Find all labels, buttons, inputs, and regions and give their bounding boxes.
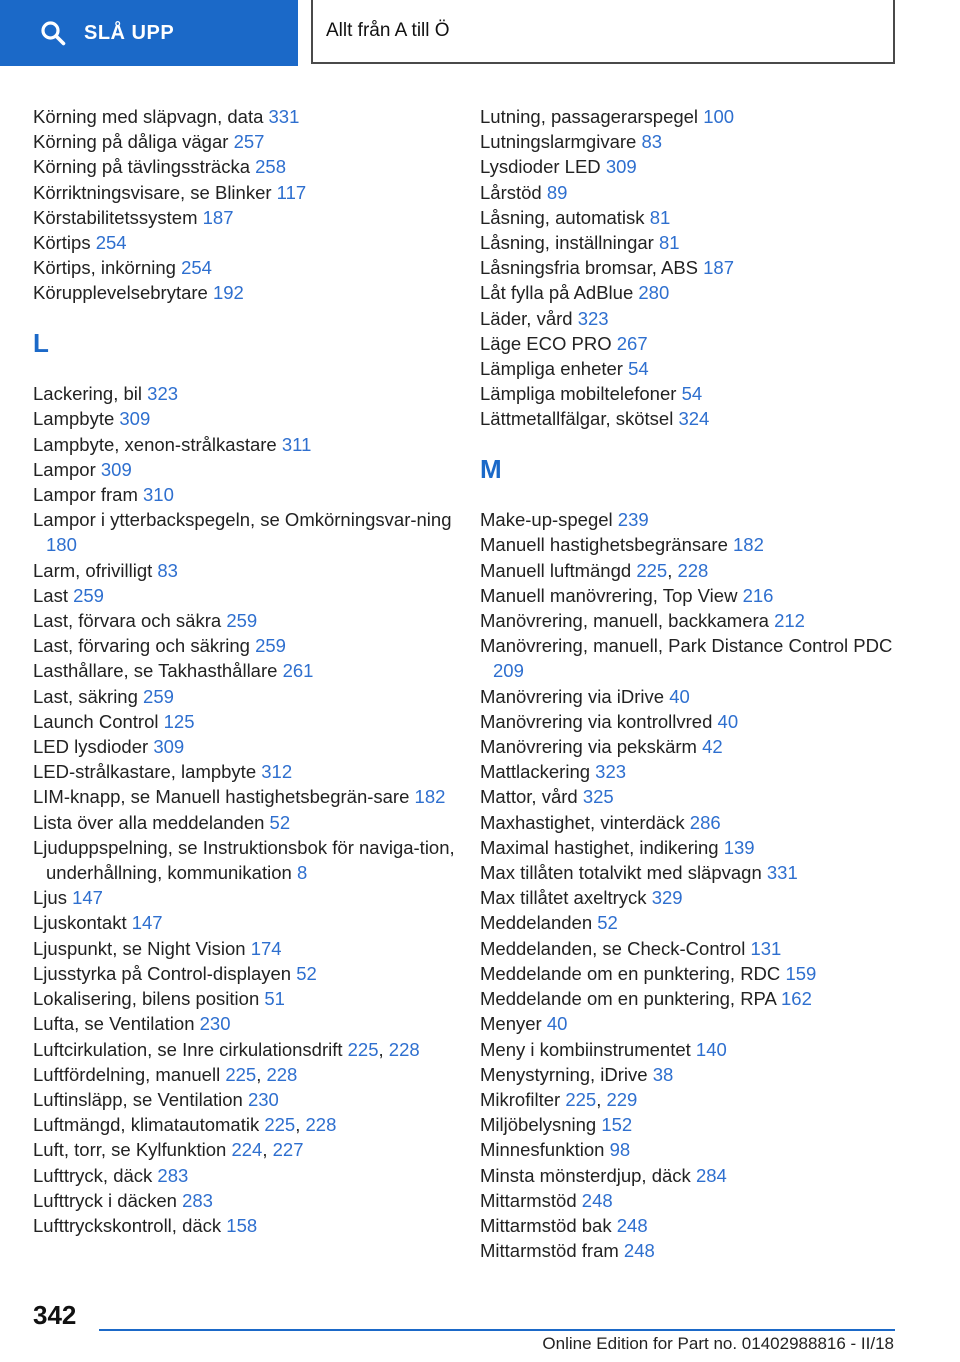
index-entry-text: Körriktningsvisare, se Blinker [33, 181, 272, 203]
page-link[interactable]: 257 [233, 131, 265, 153]
section-letter: M [480, 453, 502, 484]
index-entry [33, 230, 463, 255]
index-entry [33, 255, 463, 280]
index-entry [480, 331, 900, 356]
page-link[interactable]: 323 [577, 307, 609, 329]
index-entry-text: Ljuskontakt [33, 912, 127, 934]
index-entry-text: Lasthållare, se Takhasthållare [33, 660, 278, 682]
index-entry [33, 734, 463, 759]
index-entry-text: Last, säkring [33, 685, 138, 707]
index-entry [480, 1163, 900, 1188]
index-entry: Luftcirkulation, se Inre cirkulationsdrift 225, 228 [33, 1038, 420, 1060]
index-entry [480, 205, 900, 230]
page-link[interactable]: 209 [493, 660, 524, 682]
index-entry-text: Körning med släpvagn, data [33, 106, 264, 127]
index-entry [480, 583, 900, 608]
index-entry-text: Maxhastighet, vinterdäck [480, 811, 685, 833]
index-entry [480, 1238, 900, 1263]
page-link[interactable]: 323 [147, 383, 179, 405]
index-entry [480, 633, 900, 683]
index-entry-text: Körtips, inkörning [33, 257, 176, 279]
index-entry-text: Låsning, automatisk [480, 206, 645, 228]
index-entry-text: Lampor [33, 458, 96, 480]
page-link[interactable]: 182 [733, 534, 764, 556]
page-link[interactable]: 140 [695, 1038, 727, 1060]
index-entry [33, 1188, 463, 1213]
index-entry [33, 482, 463, 507]
index-entry-text: Manövrering via kontrollvred [480, 710, 713, 732]
page-link[interactable]: 40 [546, 1013, 568, 1035]
index-entry-text: Luft, torr, se Kylfunktion [33, 1139, 227, 1161]
index-entry-text: Manuell manövrering, Top View [480, 584, 738, 606]
index-entry [33, 633, 463, 658]
page-link[interactable]: 83 [157, 559, 178, 581]
index-entry [33, 658, 463, 683]
page-link[interactable]: 224 [231, 1139, 263, 1161]
index-entry-text: Lackering, bil [33, 383, 143, 405]
page-link[interactable]: 227 [272, 1139, 304, 1161]
index-entry [33, 961, 463, 986]
page-link[interactable]: 212 [774, 610, 805, 632]
index-entry-text: Lämpliga mobiltelefoner [480, 383, 677, 405]
index-entry [33, 1163, 463, 1188]
index-entry-text: Låsning, inställningar [480, 232, 654, 254]
page-link[interactable]: 248 [623, 1240, 655, 1262]
page-link[interactable]: 258 [255, 156, 286, 178]
index-entry-text: Manövrering via iDrive [480, 685, 665, 707]
index-entry-text: Last, förvara och säkra [33, 610, 222, 632]
index-entry-text: Lufttryckskontroll, däck [33, 1214, 222, 1236]
page-link[interactable]: 125 [163, 710, 195, 732]
index-entry [480, 759, 900, 784]
page-link[interactable]: 187 [202, 206, 234, 228]
index-entry [480, 810, 900, 835]
index-column-left [33, 104, 463, 1238]
index-entry [480, 608, 900, 633]
page-link[interactable]: 267 [616, 332, 648, 354]
page-link[interactable]: 248 [581, 1189, 613, 1211]
index-entry-text: LIM-knapp, se Manuell hastighetsbegrän-sare [33, 786, 410, 808]
page-link[interactable]: 259 [226, 610, 258, 632]
index-entry [480, 709, 900, 734]
index-entry-text: Körupplevelsebrytare [33, 282, 208, 304]
index-entry-text: Last, förvaring och säkring [33, 635, 250, 657]
index-entry [480, 507, 900, 532]
index-entry-text: Låsningsfria bromsar, ABS [480, 257, 698, 279]
breadcrumb[interactable] [311, 0, 895, 64]
index-entry-text: Ljuspunkt, se Night Vision [33, 937, 246, 959]
index-entry-text: Ljus [33, 887, 67, 909]
page-link[interactable]: 187 [703, 257, 735, 279]
index-entry-text: Manövrering, manuell, Park Distance Control PDC [480, 635, 893, 657]
index-entry [33, 507, 463, 557]
index-entry [480, 1011, 900, 1036]
page-link[interactable]: 230 [199, 1013, 231, 1035]
index-entry-text: Lämpliga enheter [480, 358, 623, 380]
page-link[interactable]: 159 [785, 962, 817, 984]
page-link[interactable]: 174 [250, 937, 282, 959]
page-link[interactable]: 228 [677, 559, 709, 581]
page-link[interactable]: 286 [689, 811, 721, 833]
index-entry-text: Luftmängd, klimatautomatik [33, 1114, 260, 1136]
index-entry-text: Lampbyte, xenon-strålkastare [33, 433, 277, 455]
index-entry-text: Last [33, 584, 68, 606]
index-entry [33, 835, 463, 885]
page-link[interactable]: 312 [261, 761, 293, 783]
page-link[interactable]: 40 [717, 710, 739, 732]
index-entry [480, 1137, 900, 1162]
page-link[interactable]: 283 [182, 1189, 213, 1211]
page-link[interactable]: 89 [546, 181, 568, 203]
index-entry-text: Mittarmstöd fram [480, 1240, 619, 1262]
index-entry: Luftmängd, klimatautomatik 225, 228 [33, 1114, 337, 1136]
index-entry-text: Max tillåten totalvikt med släpvagn [480, 862, 762, 884]
index-entry [33, 154, 463, 179]
page-link[interactable]: 139 [723, 836, 755, 858]
index-entry-text: Lampor i ytterbackspegeln, se Omkörningsvar-ning [33, 509, 452, 531]
page-link[interactable]: 225 [225, 1063, 257, 1085]
index-entry-text: Lampbyte [33, 408, 115, 430]
index-entry [480, 381, 900, 406]
index-entry [480, 860, 900, 885]
index-entry-text: Körning på tävlingssträcka [33, 156, 250, 178]
page-number: 342 [33, 1300, 77, 1330]
index-entry [480, 784, 900, 809]
index-entry [480, 1037, 900, 1062]
index-entry [480, 885, 900, 910]
index-entry: Luftfördelning, manuell 225, 228 [33, 1063, 298, 1085]
index-entry-text: LED-strålkastare, lampbyte [33, 761, 257, 783]
index-entry-text: LED lysdioder [33, 736, 149, 758]
index-entry [480, 280, 900, 305]
page-link[interactable]: 331 [268, 106, 300, 127]
page-link[interactable]: 162 [781, 988, 812, 1010]
section-letter: L [33, 327, 49, 358]
index-entry: Manuell luftmängd 225, 228 [480, 559, 709, 581]
page-link[interactable]: 98 [609, 1139, 631, 1161]
page-link[interactable]: 259 [255, 635, 286, 657]
page-link[interactable]: 280 [638, 282, 670, 304]
index-entry [33, 583, 463, 608]
index-entry [33, 885, 463, 910]
index-entry [480, 734, 900, 759]
index-entry-text: Lufttryck, däck [33, 1164, 153, 1186]
index-entry [33, 936, 463, 961]
index-entry [33, 608, 463, 633]
page-link[interactable]: 325 [582, 786, 614, 808]
index-entry: Luft, torr, se Kylfunktion 224, 227 [33, 1139, 304, 1161]
page-link[interactable]: 117 [276, 181, 307, 203]
page-link[interactable]: 283 [157, 1164, 189, 1186]
index-entry-text: Mittarmstöd bak [480, 1214, 612, 1236]
index-entry-text: Meddelande om en punktering, RPA [480, 988, 776, 1010]
index-entry [33, 1213, 463, 1238]
index-entry [33, 180, 463, 205]
index-entry-text: Låt fylla på AdBlue [480, 282, 634, 304]
footer-divider [99, 1329, 895, 1331]
page-link[interactable]: 259 [73, 584, 104, 606]
index-entry-text: Körtips [33, 232, 91, 254]
index-entry-text: Ljuduppspelning, se Instruktionsbok för naviga-tion, underhållning, kommunikation [33, 836, 455, 884]
index-entry-text: Larm, ofrivilligt [33, 559, 153, 581]
index-entry-text: Luftcirkulation, se Inre cirkulationsdrift [33, 1038, 343, 1060]
search-tab[interactable] [0, 0, 298, 66]
page-link[interactable]: 182 [414, 786, 446, 808]
index-entry-text: Max tillåtet axeltryck [480, 887, 647, 909]
page-link[interactable]: 152 [601, 1114, 633, 1136]
index-entry-text: Körning på dåliga vägar [33, 131, 229, 153]
index-entry [480, 306, 900, 331]
page-link[interactable]: 225 [347, 1038, 379, 1060]
index-entry-text: Lampor fram [33, 484, 138, 506]
page-link[interactable]: 324 [678, 408, 710, 430]
page-link[interactable]: 158 [226, 1214, 258, 1236]
index-entry [480, 180, 900, 205]
index-entry [480, 1112, 900, 1137]
page-link[interactable]: 310 [143, 484, 174, 506]
page-link[interactable]: 248 [616, 1214, 648, 1236]
page-link[interactable]: 225 [264, 1114, 296, 1136]
index-entry-text: Lysdioder LED [480, 156, 601, 178]
index-entry [33, 910, 463, 935]
index-entry [480, 356, 900, 381]
index-entry-text: Launch Control [33, 710, 159, 732]
page-link[interactable]: 83 [641, 131, 663, 153]
page-link[interactable]: 254 [181, 257, 212, 279]
page-link[interactable]: 228 [388, 1038, 420, 1060]
index-entry-text: Luftinsläpp, se Ventilation [33, 1088, 243, 1110]
index-entry [33, 457, 463, 482]
index-entry-text: Läge ECO PRO [480, 332, 612, 354]
index-entry [33, 381, 463, 406]
page-link[interactable]: 131 [750, 937, 782, 959]
index-entry-text: Lista över alla meddelanden [33, 811, 265, 833]
index-entry [480, 684, 900, 709]
index-entry [33, 684, 463, 709]
index-entry-text: Mattlackering [480, 761, 591, 783]
index-entry-text: Minsta mönsterdjup, däck [480, 1164, 691, 1186]
index-entry-text: Meddelanden [480, 912, 593, 934]
index-entry [480, 986, 900, 1011]
page-link[interactable]: 147 [72, 887, 103, 909]
index-entry [33, 406, 463, 431]
index-entry [480, 230, 900, 255]
index-entry-text: Minnesfunktion [480, 1139, 605, 1161]
index-entry [33, 432, 463, 457]
page-link[interactable]: 51 [264, 988, 285, 1010]
index-entry [480, 1213, 900, 1238]
index-column-right [480, 104, 900, 1263]
page-link[interactable]: 309 [605, 156, 637, 178]
index-entry-text: Manuell hastighetsbegränsare [480, 534, 728, 556]
page-link[interactable]: 284 [695, 1164, 727, 1186]
page-link[interactable]: 225 [565, 1088, 597, 1110]
page-link[interactable]: 323 [595, 761, 627, 783]
page-link[interactable]: 309 [100, 458, 132, 480]
index-entry [33, 129, 463, 154]
page-link[interactable]: 261 [282, 660, 314, 682]
index-entry-text: Meddelande om en punktering, RDC [480, 962, 781, 984]
index-entry [480, 154, 900, 179]
index-entry [33, 1087, 463, 1112]
page-link[interactable]: 42 [702, 736, 723, 758]
page-link[interactable]: 54 [628, 358, 649, 380]
search-tab-label: SLÅ UPP [84, 21, 175, 44]
index-entry [33, 1011, 463, 1036]
page-link[interactable]: 228 [266, 1063, 298, 1085]
page-link[interactable]: 100 [703, 106, 735, 127]
index-entry-text: Lokalisering, bilens position [33, 988, 260, 1010]
search-icon [40, 20, 66, 46]
index-entry-text: Lufta, se Ventilation [33, 1013, 195, 1035]
page-link[interactable]: 239 [617, 509, 649, 531]
index-entry-text: Manövrering, manuell, backkamera [480, 610, 769, 632]
index-entry: Mikrofilter 225, 229 [480, 1088, 638, 1110]
index-entry-text: Ljusstyrka på Control-displayen [33, 962, 292, 984]
page-link[interactable]: 192 [212, 282, 244, 304]
page-link[interactable]: 230 [247, 1088, 279, 1110]
index-entry [480, 936, 900, 961]
index-entry [33, 759, 463, 784]
index-entry-text: Mattor, vård [480, 786, 578, 808]
index-entry [33, 709, 463, 734]
page-link[interactable]: 38 [652, 1063, 674, 1085]
page-link[interactable]: 52 [296, 962, 317, 984]
index-entry-text: Manövrering via pekskärm [480, 736, 697, 758]
index-entry [480, 910, 900, 935]
page-link[interactable]: 216 [742, 584, 774, 606]
page-link[interactable]: 309 [153, 736, 185, 758]
index-entry-text: Lättmetallfälgar, skötsel [480, 408, 674, 430]
page-link[interactable]: 311 [281, 433, 312, 455]
index-entry [480, 1062, 900, 1087]
page-link[interactable]: 259 [143, 685, 174, 707]
page-link[interactable]: 40 [669, 685, 690, 707]
index-entry [480, 406, 900, 431]
index-entry-text: Meny i kombiinstrumentet [480, 1038, 691, 1060]
index-entry [33, 280, 463, 305]
page-link[interactable]: 8 [296, 862, 308, 884]
page-link[interactable]: 81 [649, 206, 671, 228]
index-entry-text: Menyer [480, 1013, 542, 1035]
page-link[interactable]: 81 [658, 232, 680, 254]
index-entry-text: Mittarmstöd [480, 1189, 577, 1211]
page-link[interactable]: 228 [305, 1114, 337, 1136]
index-entry [33, 986, 463, 1011]
index-entry-text: Menystyrning, iDrive [480, 1063, 648, 1085]
page-link[interactable]: 309 [119, 408, 151, 430]
page-link[interactable]: 147 [131, 912, 163, 934]
index-entry-text: Luftfördelning, manuell [33, 1063, 221, 1085]
index-entry [480, 255, 900, 280]
index-entry-text: Make-up-spegel [480, 509, 613, 531]
index-entry-text: Mikrofilter [480, 1088, 561, 1110]
page-link[interactable]: 225 [636, 559, 668, 581]
page-link[interactable]: 52 [269, 811, 291, 833]
page-link[interactable]: 180 [46, 534, 77, 556]
page-link[interactable]: 329 [651, 887, 683, 909]
index-entry-text: Körstabilitetssystem [33, 206, 198, 228]
page-link[interactable]: 229 [606, 1088, 638, 1110]
index-entry-text: Lårstöd [480, 181, 542, 203]
index-entry-text: Miljöbelysning [480, 1114, 597, 1136]
page-link[interactable]: 52 [597, 912, 618, 934]
index-entry-text: Läder, vård [480, 307, 573, 329]
index-entry-text: Maximal hastighet, indikering [480, 836, 719, 858]
index-entry [33, 784, 463, 809]
index-entry [480, 532, 900, 557]
index-entry [33, 810, 463, 835]
index-entry-text: Lutning, passagerarspegel [480, 106, 699, 127]
page-link[interactable]: 331 [766, 862, 798, 884]
page-link[interactable]: 54 [681, 383, 703, 405]
index-entry [480, 835, 900, 860]
edition-info: Online Edition for Part no. 01402988816 - II/18 [542, 1334, 894, 1353]
breadcrumb-label: Allt från A till Ö [326, 20, 450, 41]
index-entry-text: Meddelanden, se Check-Control [480, 937, 746, 959]
index-entry-text: Manuell luftmängd [480, 559, 632, 581]
index-entry [480, 129, 900, 154]
index-entry [480, 104, 900, 129]
index-entry [480, 961, 900, 986]
index-entry [33, 558, 463, 583]
page-link[interactable]: 254 [95, 232, 127, 254]
index-entry [480, 1188, 900, 1213]
index-entry [33, 104, 463, 129]
index-entry-text: Lutningslarmgivare [480, 131, 637, 153]
index-entry-text: Lufttryck i däcken [33, 1189, 177, 1211]
index-entry [33, 205, 463, 230]
